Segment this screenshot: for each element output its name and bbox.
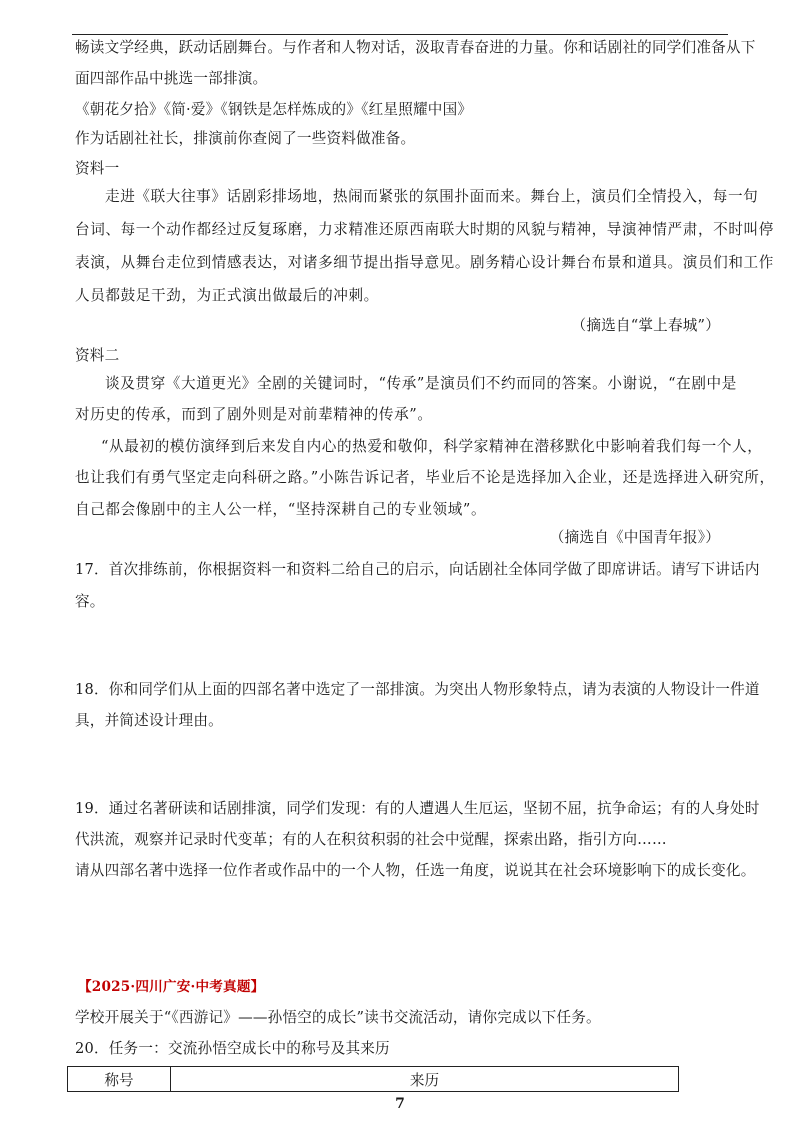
question-20: 20．任务一：交流孙悟空成长中的称号及其来历 (75, 1040, 390, 1057)
material1-heading: 资料一 (75, 160, 120, 177)
material2-line: 对历史的传承，而到了剧外则是对前辈精神的传承”。 (75, 406, 433, 423)
material2-line: 也让我们有勇气坚定走向科研之路。”小陈告诉记者，毕业后不论是选择加入企业，还是选择进入研究所， (75, 469, 775, 486)
material1-line: 表演，从舞台走位到情感表达，对诸多细节提出指导意见。剧务精心设计舞台布景和道具。演员们和工作 (75, 254, 774, 271)
header-rule (72, 34, 728, 35)
material2-line: “从最初的模仿演绎到后来发自内心的热爱和敬仰，科学家精神在潜移默化中影响着我们每一个人， (101, 438, 763, 455)
table-header-origin: 来历 (171, 1067, 679, 1092)
title-origin-table (67, 1066, 679, 1092)
intro-line-1: 畅读文学经典，跃动话剧舞台。与作者和人物对话，汲取青春奋进的力量。你和话剧社的同学们准备从下 (75, 39, 756, 56)
exam-source-tag: 【2025·四川广安·中考真题】 (78, 979, 265, 995)
task-intro: 学校开展关于“《西游记》——孙悟空的成长”读书交流活动，请你完成以下任务。 (75, 1009, 601, 1026)
material2-line: 自己都会像剧中的主人公一样，“坚持深耕自己的专业领域”。 (75, 501, 487, 518)
question-17: 17．首次排练前，你根据资料一和资料二给自己的启示，向话剧社全体同学做了即席讲话。请写下讲话内 (75, 561, 760, 578)
question-17-cont: 容。 (75, 593, 105, 610)
material2-line: 谈及贯穿《大道更光》全剧的关键词时，“传承”是演员们不约而同的答案。小谢说，“在剧中是 (105, 375, 737, 392)
question-18-cont: 具，并简述设计理由。 (75, 712, 223, 729)
table-header-title: 称号 (68, 1067, 171, 1092)
question-18: 18．你和同学们从上面的四部名著中选定了一部排演。为突出人物形象特点，请为表演的人物设计一件道 (75, 681, 760, 698)
material1-source: （摘选自“掌上春城”） (571, 317, 720, 334)
book-list: 《朝花夕拾》《简·爱》《钢铁是怎样炼成的》《红星照耀中国》 (75, 101, 473, 118)
intro-line-3: 作为话剧社社长，排演前你查阅了一些资料做准备。 (75, 130, 416, 147)
question-19: 19．通过名著研读和话剧排演，同学们发现：有的人遭遇人生厄运，坚韧不屈，抗争命运；有的人身处时 (75, 800, 760, 817)
material1-line: 台词、每一个动作都经过反复琢磨，力求精准还原西南联大时期的风貌与精神，导演神情严肃，不时叫停 (75, 221, 774, 238)
table-header-row (68, 1067, 679, 1092)
material1-line: 人员都鼓足干劲，为正式演出做最后的冲刺。 (75, 287, 379, 304)
page-number: 7 (395, 1096, 405, 1112)
material2-source: （摘选自《中国青年报》） (549, 529, 720, 546)
intro-line-2: 面四部作品中挑选一部排演。 (75, 70, 268, 87)
question-19-cont: 代洪流，观察并记录时代变革；有的人在积贫积弱的社会中觉醒，探索出路，指引方向…… (75, 831, 667, 848)
question-19-prompt: 请从四部名著中选择一位作者或作品中的一个人物，任选一角度，说说其在社会环境影响下的成长变化。 (75, 862, 756, 879)
material2-heading: 资料二 (75, 347, 120, 364)
material1-line: 走进《联大往事》话剧彩排场地，热闹而紧张的氛围扑面而来。舞台上，演员们全情投入，每一句 (105, 188, 759, 205)
